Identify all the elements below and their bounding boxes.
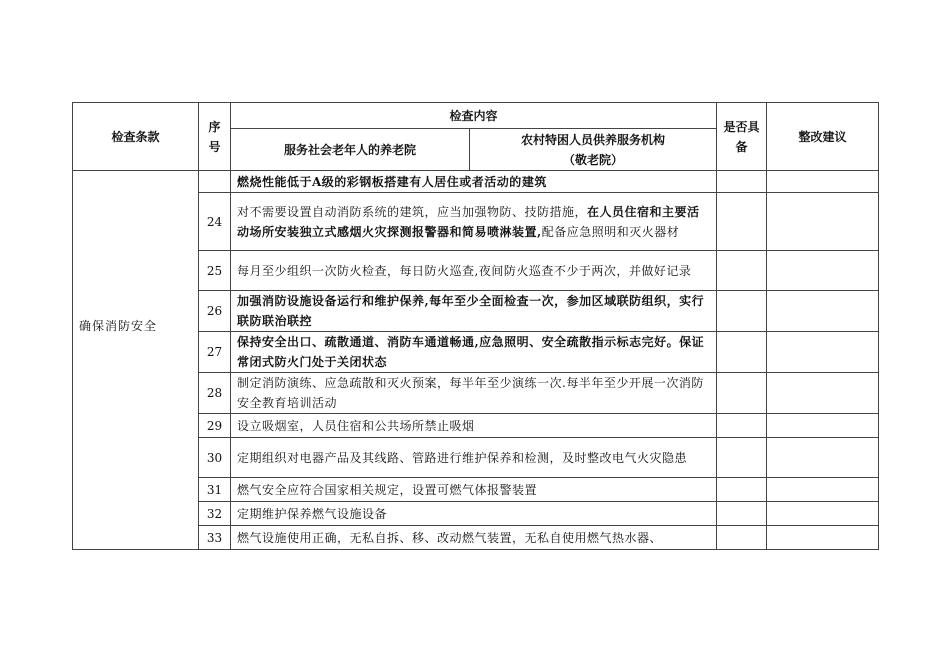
inspection-table (72, 102, 879, 550)
row-requirement (231, 291, 717, 332)
meets-cell[interactable] (717, 478, 767, 502)
requirement-text: 制定消防演练、应急疏散和灭火预案，每半年至少演练一次.每半年至少开展一次消防安全教育培训活动 (237, 376, 704, 410)
header-seq: 序号 (199, 103, 231, 171)
suggestion-cell[interactable] (767, 171, 879, 193)
row-requirement (231, 526, 717, 550)
suggestion-cell[interactable] (767, 332, 879, 373)
row-requirement (231, 478, 717, 502)
requirement-text: 加强消防设施设备运行和维护保养,每年至少全面检查一次，参加区域联防组织，实行联防联治联控 (237, 294, 705, 328)
row-number: 25 (199, 251, 231, 291)
header-nursing-home: 服务社会老年人的养老院 (231, 129, 470, 171)
requirement-text: 定期维护保养燃气设施设备 (237, 506, 388, 521)
row-number: 24 (199, 193, 231, 251)
suggestion-cell[interactable] (767, 291, 879, 332)
table-body (73, 171, 879, 550)
suggestion-cell[interactable] (767, 438, 879, 478)
row-number: 27 (199, 332, 231, 373)
suggestion-cell[interactable] (767, 478, 879, 502)
header-meets: 是否具备 (717, 103, 767, 171)
requirement-text: 燃气设施使用正确，无私自拆、移、改动燃气装置，无私自使用燃气热水器、 (237, 530, 663, 545)
header-content: 检查内容 (231, 103, 717, 129)
suggestion-cell[interactable] (767, 193, 879, 251)
meets-cell[interactable] (717, 414, 767, 438)
row-number: 33 (199, 526, 231, 550)
meets-cell[interactable] (717, 502, 767, 526)
suggestion-cell[interactable] (767, 251, 879, 291)
row-number: 30 (199, 438, 231, 478)
suggestion-cell[interactable] (767, 526, 879, 550)
row-number: 32 (199, 502, 231, 526)
requirement-text: 定期组织对电器产品及其线路、管路进行维护保养和检测，及时整改电气火灾隐患 (237, 450, 688, 465)
requirement-text: 在人员住宿和主要活动场所安装独立式感烟火灾探测报警器和简易喷淋装置, (237, 204, 700, 239)
row-requirement (231, 171, 717, 193)
category-cell (73, 171, 199, 550)
meets-cell[interactable] (717, 171, 767, 193)
row-number: 28 (199, 373, 231, 414)
header-rural-line1: 农村特困人员供养服务机构 (521, 132, 666, 147)
meets-cell[interactable] (717, 332, 767, 373)
row-requirement (231, 251, 717, 291)
requirement-text: 设立吸烟室，人员住宿和公共场所禁止吸烟 (237, 418, 475, 433)
row-number: 31 (199, 478, 231, 502)
header-row-1 (73, 103, 879, 129)
row-requirement (231, 332, 717, 373)
category-label: 确保消防安全 (79, 319, 158, 333)
table-row (73, 171, 879, 193)
suggestion-cell[interactable] (767, 373, 879, 414)
row-requirement (231, 373, 717, 414)
suggestion-cell[interactable] (767, 502, 879, 526)
meets-cell[interactable] (717, 438, 767, 478)
requirement-text: 燃气安全应符合国家相关规定，设置可燃气体报警装置 (237, 482, 538, 497)
meets-cell[interactable] (717, 526, 767, 550)
header-clause: 检查条款 (73, 103, 199, 171)
requirement-text: 每月至少组织一次防火检查，每日防火巡查,夜间防火巡查不少于两次，并做好记录 (237, 263, 692, 278)
requirement-text: 保持安全出口、疏散通道、消防车通道畅通,应急照明、安全疏散指示标志完好。保证常闭式防火门处于关闭状态 (237, 335, 705, 369)
requirement-text: 对不需要设置自动消防系统的建筑，应当加强物防、技防措施， (237, 204, 588, 219)
row-requirement (231, 414, 717, 438)
row-requirement (231, 502, 717, 526)
requirement-text: 配备应急照明和灭火器材 (541, 224, 680, 239)
meets-cell[interactable] (717, 193, 767, 251)
meets-cell[interactable] (717, 291, 767, 332)
meets-cell[interactable] (717, 373, 767, 414)
row-requirement (231, 193, 717, 251)
header-suggest: 整改建议 (767, 103, 879, 171)
row-number: 26 (199, 291, 231, 332)
row-number (199, 171, 231, 193)
suggestion-cell[interactable] (767, 414, 879, 438)
header-rural-institution (470, 129, 717, 171)
row-number: 29 (199, 414, 231, 438)
header-rural-line2: （敬老院） (563, 152, 624, 167)
requirement-text: 燃烧性能低于A级的彩钢板搭建有人居住或者活动的建筑 (237, 174, 547, 189)
row-requirement (231, 438, 717, 478)
meets-cell[interactable] (717, 251, 767, 291)
